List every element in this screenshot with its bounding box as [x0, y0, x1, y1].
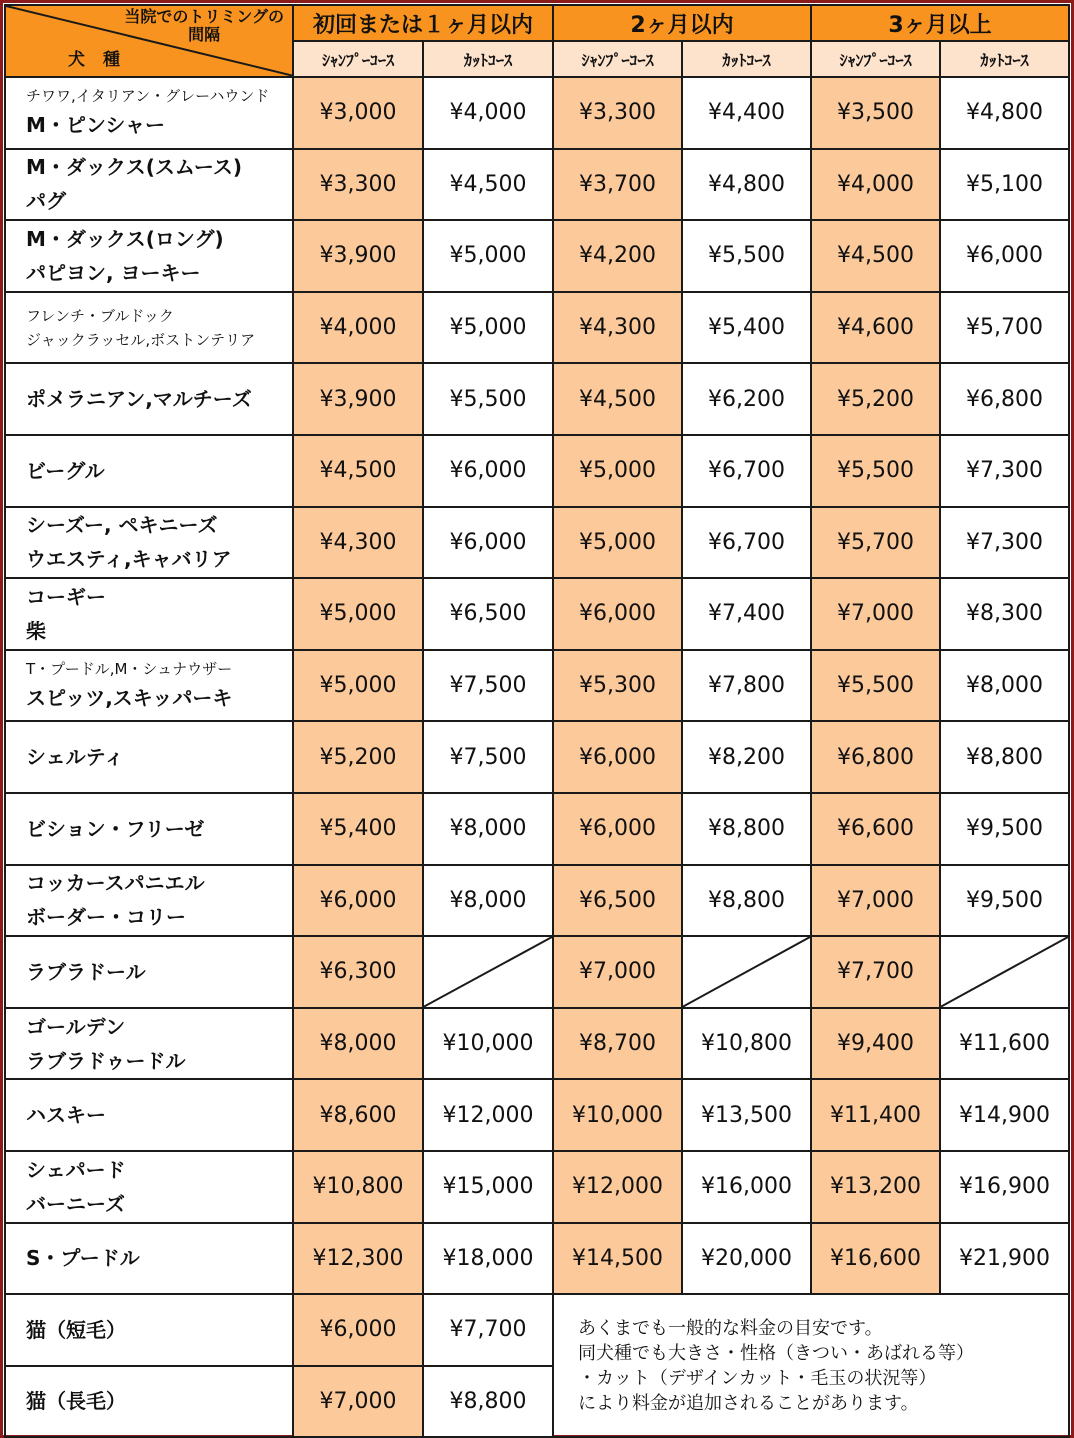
cut-price: ¥13,500 [682, 1079, 811, 1151]
table-row [5, 1294, 1069, 1366]
cut-price: ¥5,500 [423, 363, 553, 435]
shampoo-price: ¥5,500 [811, 650, 940, 722]
shampoo-price: ¥14,500 [553, 1223, 682, 1295]
shampoo-price: ¥3,000 [293, 77, 423, 149]
breed-name-line2: ラブラドゥードル [26, 1048, 186, 1073]
table-row [5, 220, 1069, 292]
shampoo-price: ¥16,600 [811, 1223, 940, 1295]
shampoo-price: ¥6,000 [553, 793, 682, 865]
cut-price: ¥8,800 [682, 793, 811, 865]
table-row [5, 793, 1069, 865]
cut-course-header: ｶｯﾄｺｰｽ [682, 41, 811, 77]
diagonal-slash [683, 937, 810, 1007]
breed-name-line1: シェパード [26, 1157, 126, 1182]
shampoo-price: ¥13,200 [811, 1151, 940, 1223]
shampoo-price: ¥11,400 [811, 1079, 940, 1151]
cut-price: ¥5,400 [682, 292, 811, 364]
shampoo-price: ¥7,000 [293, 1366, 423, 1438]
cut-price: ¥7,300 [940, 435, 1069, 507]
shampoo-price: ¥5,500 [811, 435, 940, 507]
breed-cell [5, 363, 293, 435]
breed-name-line2: 柴 [26, 618, 46, 643]
shampoo-price: ¥3,300 [553, 77, 682, 149]
breed-name-line2: スピッツ,スキッパーキ [26, 685, 233, 710]
shampoo-price: ¥5,200 [293, 721, 423, 793]
breed-cell [5, 77, 293, 149]
cut-price: ¥6,000 [423, 507, 553, 579]
breed-name-line1: ビーグル [26, 458, 105, 483]
cut-price: ¥16,900 [940, 1151, 1069, 1223]
cut-price: ¥4,800 [940, 77, 1069, 149]
cat-breed-cell: 猫（短毛） [5, 1294, 293, 1366]
cut-price: ¥7,700 [423, 1294, 553, 1366]
cut-price: ¥6,700 [682, 507, 811, 579]
table-row [5, 1008, 1069, 1080]
note-line: ・カット（デザインカット・毛玉の状況等） [578, 1367, 937, 1389]
shampoo-course-header: ｼｬﾝﾌﾟｰｺｰｽ [553, 41, 682, 77]
shampoo-price: ¥3,900 [293, 363, 423, 435]
cut-price: ¥6,000 [940, 220, 1069, 292]
shampoo-price: ¥6,000 [553, 578, 682, 650]
shampoo-price: ¥3,300 [293, 149, 423, 221]
cut-course-header: ｶｯﾄｺｰｽ [940, 41, 1069, 77]
breed-name-line1: シェルティ [26, 745, 124, 770]
breed-name-line1: ポメラニアン,マルチーズ [26, 387, 252, 412]
table-row [5, 650, 1069, 722]
breed-cell [5, 292, 293, 364]
shampoo-price: ¥4,000 [293, 292, 423, 364]
cut-price: ¥6,700 [682, 435, 811, 507]
cut-price: ¥9,500 [940, 865, 1069, 937]
table-row [5, 936, 1069, 1008]
period-header-2: 2ヶ月以内 [553, 5, 811, 41]
breed-name-line1: フレンチ・ブルドック [26, 306, 174, 325]
breed-name-line1: コッカースパニエル [26, 871, 205, 896]
cut-price: ¥4,400 [682, 77, 811, 149]
breed-name-line1: ビション・フリーゼ [26, 816, 205, 841]
cut-price: ¥8,000 [423, 865, 553, 937]
pricing-note [553, 1294, 1069, 1437]
table-row [5, 721, 1069, 793]
cut-price: ¥8,000 [940, 650, 1069, 722]
shampoo-price: ¥6,600 [811, 793, 940, 865]
not-available-cell [423, 936, 553, 1008]
note-line: あくまでも一般的な料金の目安です。 [578, 1317, 883, 1339]
period-header-1: 初回または１ヶ月以内 [293, 5, 553, 41]
breed-name-line1: コーギー [26, 584, 106, 609]
not-available-cell [682, 936, 811, 1008]
shampoo-price: ¥6,800 [811, 721, 940, 793]
shampoo-price: ¥5,400 [293, 793, 423, 865]
cut-price: ¥5,000 [423, 220, 553, 292]
table-row [5, 292, 1069, 364]
table-row [5, 77, 1069, 149]
breed-name-line2: バーニーズ [26, 1191, 125, 1216]
cut-price: ¥7,300 [940, 507, 1069, 579]
breed-name-line1: シーズー, ペキニーズ [26, 513, 218, 538]
table-row [5, 1223, 1069, 1295]
breed-cell [5, 650, 293, 722]
cut-price: ¥5,700 [940, 292, 1069, 364]
shampoo-price: ¥9,400 [811, 1008, 940, 1080]
cut-price: ¥6,800 [940, 363, 1069, 435]
shampoo-price: ¥4,300 [293, 507, 423, 579]
cut-price: ¥8,800 [940, 721, 1069, 793]
table-row [5, 363, 1069, 435]
breed-name-line1: T・プードル,M・シュナウザー [26, 659, 233, 678]
cut-price: ¥7,500 [423, 721, 553, 793]
period-header-3: 3ヶ月以上 [811, 5, 1069, 41]
shampoo-price: ¥6,000 [293, 865, 423, 937]
cut-price: ¥14,900 [940, 1079, 1069, 1151]
cut-price: ¥9,500 [940, 793, 1069, 865]
breed-name-line2: M・ピンシャー [26, 112, 166, 137]
shampoo-price: ¥6,500 [553, 865, 682, 937]
not-available-cell [940, 936, 1069, 1008]
cut-price: ¥8,000 [423, 793, 553, 865]
shampoo-price: ¥5,300 [553, 650, 682, 722]
shampoo-price: ¥5,000 [553, 507, 682, 579]
shampoo-price: ¥3,900 [293, 220, 423, 292]
breed-name-line1: チワワ,イタリアン・グレーハウンド [26, 86, 270, 105]
table-row [5, 435, 1069, 507]
shampoo-price: ¥4,000 [811, 149, 940, 221]
table-row [5, 1079, 1069, 1151]
breed-label: 犬種 [68, 50, 138, 70]
shampoo-price: ¥5,000 [293, 578, 423, 650]
shampoo-price: ¥5,200 [811, 363, 940, 435]
interval-label: 当院でのトリミングの 間隔 [124, 7, 284, 44]
shampoo-price: ¥4,300 [553, 292, 682, 364]
breed-name-line1: ゴールデン [26, 1014, 126, 1039]
shampoo-course-header: ｼｬﾝﾌﾟｰｺｰｽ [811, 41, 940, 77]
shampoo-price: ¥6,000 [293, 1294, 423, 1366]
shampoo-price: ¥7,700 [811, 936, 940, 1008]
shampoo-price: ¥4,500 [553, 363, 682, 435]
shampoo-price: ¥7,000 [811, 865, 940, 937]
cut-price: ¥21,900 [940, 1223, 1069, 1295]
breed-cell [5, 793, 293, 865]
shampoo-price: ¥12,300 [293, 1223, 423, 1295]
breed-cell [5, 1008, 293, 1080]
shampoo-price: ¥10,800 [293, 1151, 423, 1223]
breed-name-line1: M・ダックス(スムース) [26, 155, 242, 180]
table-row [5, 149, 1069, 221]
table-row [5, 865, 1069, 937]
cut-price: ¥8,800 [682, 865, 811, 937]
cut-price: ¥6,500 [423, 578, 553, 650]
cut-price: ¥7,400 [682, 578, 811, 650]
table-row [5, 507, 1069, 579]
shampoo-course-header: ｼｬﾝﾌﾟｰｺｰｽ [293, 41, 423, 77]
breed-cell [5, 220, 293, 292]
cut-price: ¥11,600 [940, 1008, 1069, 1080]
cut-price: ¥5,500 [682, 220, 811, 292]
cut-price: ¥5,100 [940, 149, 1069, 221]
shampoo-price: ¥12,000 [553, 1151, 682, 1223]
diagonal-slash [424, 937, 552, 1007]
note-line: により料金が追加されることがあります。 [578, 1392, 919, 1414]
shampoo-price: ¥4,500 [293, 435, 423, 507]
breed-cell [5, 865, 293, 937]
shampoo-price: ¥8,700 [553, 1008, 682, 1080]
breed-cell [5, 149, 293, 221]
price-table [4, 4, 1070, 1438]
shampoo-price: ¥5,000 [293, 650, 423, 722]
cut-price: ¥12,000 [423, 1079, 553, 1151]
cut-price: ¥16,000 [682, 1151, 811, 1223]
cut-price: ¥8,800 [423, 1366, 553, 1438]
cut-price: ¥6,000 [423, 435, 553, 507]
breed-cell [5, 936, 293, 1008]
cat-breed-cell: 猫（長毛） [5, 1366, 293, 1438]
cut-price: ¥5,000 [423, 292, 553, 364]
note-line: 同犬種でも大きさ・性格（きつい・あばれる等） [578, 1342, 975, 1364]
table-row [5, 1151, 1069, 1223]
cut-price: ¥4,000 [423, 77, 553, 149]
shampoo-price: ¥4,200 [553, 220, 682, 292]
breed-name-line2: パグ [26, 189, 66, 214]
cut-price: ¥15,000 [423, 1151, 553, 1223]
shampoo-price: ¥7,000 [553, 936, 682, 1008]
shampoo-price: ¥3,500 [811, 77, 940, 149]
cut-price: ¥7,800 [682, 650, 811, 722]
breed-cell [5, 1151, 293, 1223]
diagonal-slash [941, 937, 1068, 1007]
cut-price: ¥10,000 [423, 1008, 553, 1080]
breed-cell [5, 578, 293, 650]
breed-name-line1: S・プードル [26, 1246, 140, 1271]
cut-price: ¥4,800 [682, 149, 811, 221]
corner-header [5, 5, 293, 77]
cut-price: ¥8,200 [682, 721, 811, 793]
cut-price: ¥6,200 [682, 363, 811, 435]
cut-price: ¥20,000 [682, 1223, 811, 1295]
shampoo-price: ¥4,500 [811, 220, 940, 292]
shampoo-price: ¥7,000 [811, 578, 940, 650]
breed-name-line1: ハスキー [26, 1103, 106, 1128]
breed-cell [5, 1079, 293, 1151]
shampoo-price: ¥8,000 [293, 1008, 423, 1080]
cut-price: ¥4,500 [423, 149, 553, 221]
breed-cell [5, 435, 293, 507]
cut-price: ¥8,300 [940, 578, 1069, 650]
breed-cell [5, 1223, 293, 1295]
breed-name-line2: パピヨン, ヨーキー [26, 260, 201, 285]
breed-name-line1: ラブラドール [26, 959, 146, 984]
shampoo-price: ¥3,700 [553, 149, 682, 221]
shampoo-price: ¥6,300 [293, 936, 423, 1008]
shampoo-price: ¥6,000 [553, 721, 682, 793]
cut-price: ¥7,500 [423, 650, 553, 722]
shampoo-price: ¥4,600 [811, 292, 940, 364]
breed-name-line2: ボーダー・コリー [26, 905, 186, 930]
breed-name-line2: ウエスティ,キャバリア [26, 547, 232, 572]
cut-price: ¥10,800 [682, 1008, 811, 1080]
table-row [5, 578, 1069, 650]
breed-cell [5, 721, 293, 793]
shampoo-price: ¥10,000 [553, 1079, 682, 1151]
cut-course-header: ｶｯﾄｺｰｽ [423, 41, 553, 77]
cut-price: ¥18,000 [423, 1223, 553, 1295]
breed-name-line1: M・ダックス(ロング) [26, 226, 224, 251]
breed-name-line2: ジャックラッセル,ボストンテリア [26, 330, 256, 349]
shampoo-price: ¥5,000 [553, 435, 682, 507]
breed-cell [5, 507, 293, 579]
shampoo-price: ¥8,600 [293, 1079, 423, 1151]
shampoo-price: ¥5,700 [811, 507, 940, 579]
